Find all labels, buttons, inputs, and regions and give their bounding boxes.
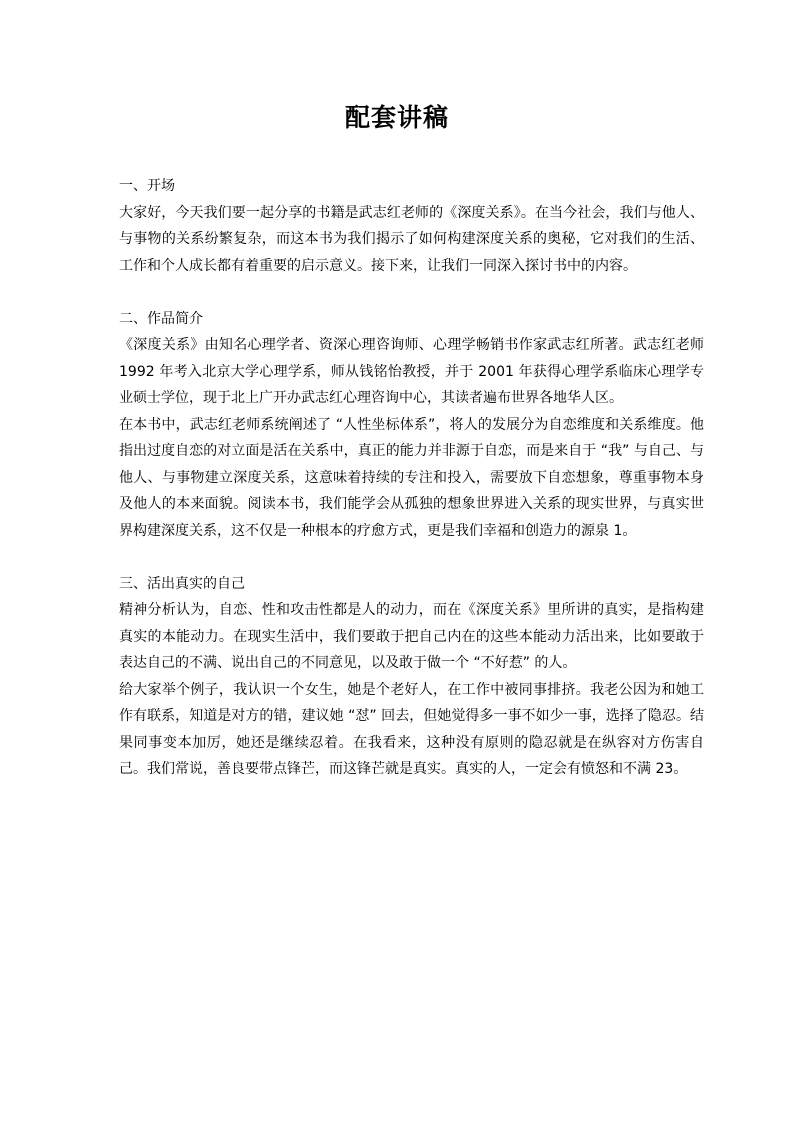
paragraph: 《深度关系》由知名心理学者、资深心理咨询师、心理学畅销书作家武志红所著。武志红老师 1992 年考入北京大学心理学系，师从钱铭怡教授，并于 2001 年获得心理学系临床心理学专业硕士学位，现于北上广开办武志红心理咨询中心，其读者遍布世界各地华人区。 [119, 337, 704, 406]
section-heading: 三、活出真实的自己 [119, 575, 245, 592]
document-body [119, 173, 704, 809]
document-title: 配套讲稿 [344, 103, 449, 132]
section-opening [119, 173, 704, 279]
section-introduction [119, 306, 704, 545]
section-heading: 二、作品简介 [119, 310, 203, 327]
section-heading: 一、开场 [119, 178, 175, 194]
paragraph: 给大家举个例子，我认识一个女生，她是个老好人，在工作中被同事排挤。我老公因为和她工作有联系，知道是对方的错，建议她 “怼” 回去，但她觉得多一事不如少一事，选择了隐忍。结果同事变本加厉，她还是继续忍着。在我看来，这种没有原则的隐忍就是在纵容对方伤害自己。我们常说，善良要带点锋芒，而这锋芒就是真实。真实的人，一定会有愤怒和不满 23。 [119, 681, 704, 777]
paragraph: 精神分析认为，自恋、性和攻击性都是人的动力，而在《深度关系》里所讲的真实，是指构建真实的本能动力。在现实生活中，我们要敢于把自己内在的这些本能动力活出来，比如要敢于表达自己的不满、说出自己的不同意见，以及敢于做一个 “不好惹” 的人。 [119, 602, 704, 671]
paragraph: 在本书中，武志红老师系统阐述了 “人性坐标体系”，将人的发展分为自恋维度和关系维度。他指出过度自恋的对立面是活在关系中，真正的能力并非源于自恋，而是来自于 “我” 与自己、与他人、与事物建立深度关系，这意味着持续的专注和投入，需要放下自恋想象，尊重事物本身及他人的本来面貌。阅读本书，我们能学会从孤独的想象世界进入关系的现实世界，与真实世界构建深度关系，这不仅是一种根本的疗愈方式，更是我们幸福和创造力的源泉 1。 [119, 416, 704, 539]
section-live-authentically [119, 571, 704, 783]
paragraph: 大家好，今天我们要一起分享的书籍是武志红老师的《深度关系》。在当今社会，我们与他人、与事物的关系纷繁复杂，而这本书为我们揭示了如何构建深度关系的奥秘，它对我们的生活、工作和个人成长都有着重要的启示意义。接下来，让我们一同深入探讨书中的内容。 [119, 204, 704, 274]
